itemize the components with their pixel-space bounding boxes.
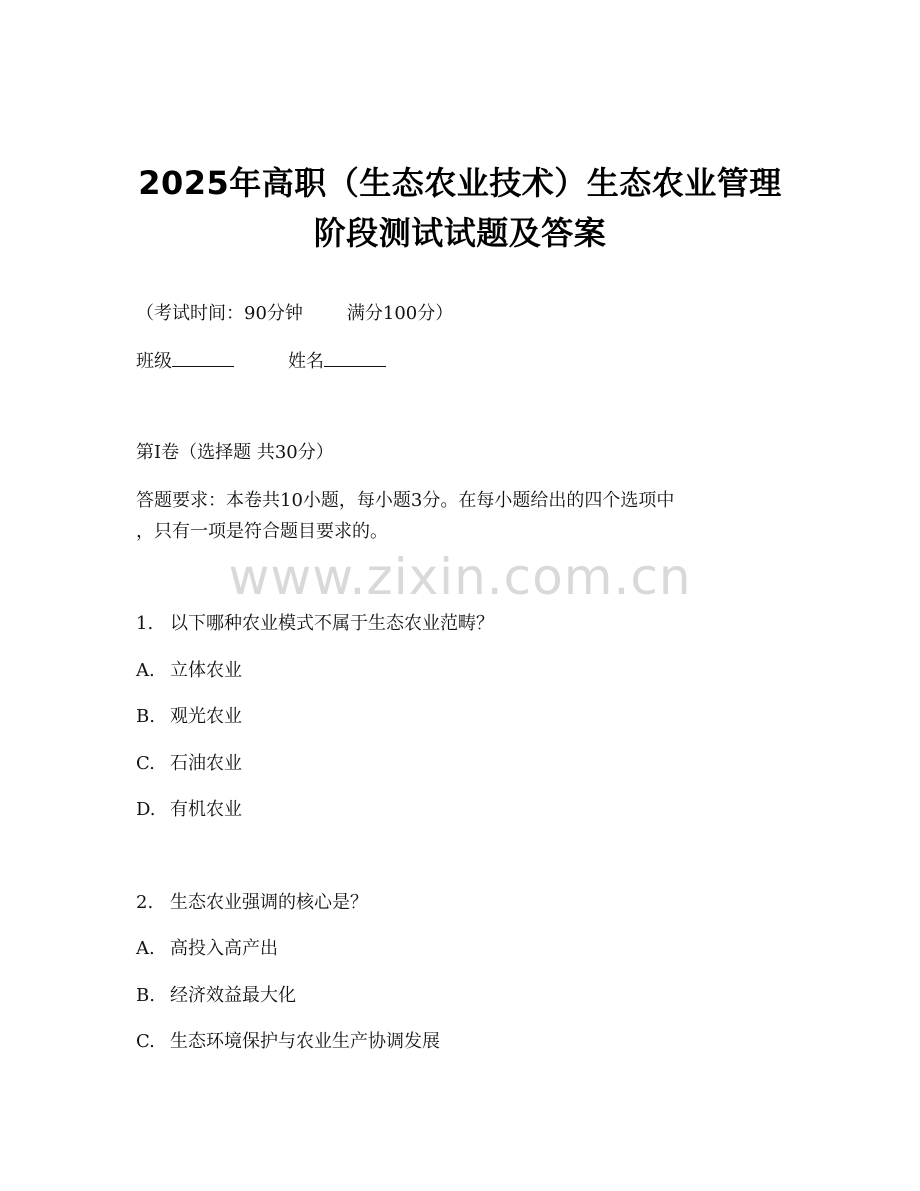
question-2-option-c[interactable] xyxy=(136,1030,440,1054)
option-text: 经济效益最大化 xyxy=(170,985,296,1006)
question-2 xyxy=(136,891,368,915)
option-letter: D. xyxy=(136,799,156,820)
option-letter: C. xyxy=(136,1031,155,1052)
option-letter: B. xyxy=(136,985,155,1006)
name-label: 姓名 xyxy=(288,351,324,372)
exam-time: （考试时间：90分钟 xyxy=(136,303,303,324)
document-title-line-2: 阶段测试试题及答案 xyxy=(313,214,607,252)
question-1 xyxy=(136,612,494,636)
student-fields xyxy=(136,350,386,374)
question-2-option-b[interactable] xyxy=(136,984,296,1008)
class-label: 班级 xyxy=(136,351,172,372)
document-title-line-1: 2025年高职（生态农业技术）生态农业管理 xyxy=(138,164,782,202)
option-letter: A. xyxy=(136,660,155,681)
exam-score: 满分100分） xyxy=(346,303,454,324)
question-2-option-a[interactable] xyxy=(136,937,278,961)
exam-info xyxy=(136,302,453,326)
option-text: 观光农业 xyxy=(170,706,242,727)
class-blank[interactable] xyxy=(172,350,234,367)
option-text: 生态环境保护与农业生产协调发展 xyxy=(170,1031,440,1052)
option-letter: C. xyxy=(136,753,155,774)
option-letter: B. xyxy=(136,706,155,727)
option-text: 石油农业 xyxy=(170,753,242,774)
watermark: www.zixin.com.cn xyxy=(228,548,692,606)
question-number: 1. xyxy=(136,613,154,634)
question-1-option-c[interactable] xyxy=(136,752,242,776)
option-letter: A. xyxy=(136,938,155,959)
question-1-option-d[interactable] xyxy=(136,798,242,822)
instructions-line-2: ，只有一项是符合题目要求的。 xyxy=(136,521,388,542)
question-text: 以下哪种农业模式不属于生态农业范畴？ xyxy=(170,613,494,634)
name-blank[interactable] xyxy=(324,350,386,367)
question-1-option-a[interactable] xyxy=(136,659,242,683)
section-heading: 第Ⅰ卷（选择题 共30分） xyxy=(136,442,334,463)
option-text: 立体农业 xyxy=(170,660,242,681)
option-text: 有机农业 xyxy=(170,799,242,820)
question-text: 生态农业强调的核心是？ xyxy=(170,892,368,913)
option-text: 高投入高产出 xyxy=(170,938,278,959)
question-number: 2. xyxy=(136,892,154,913)
instructions-line-1: 答题要求：本卷共10小题，每小题3分。在每小题给出的四个选项中 xyxy=(136,490,675,511)
question-1-option-b[interactable] xyxy=(136,705,242,729)
